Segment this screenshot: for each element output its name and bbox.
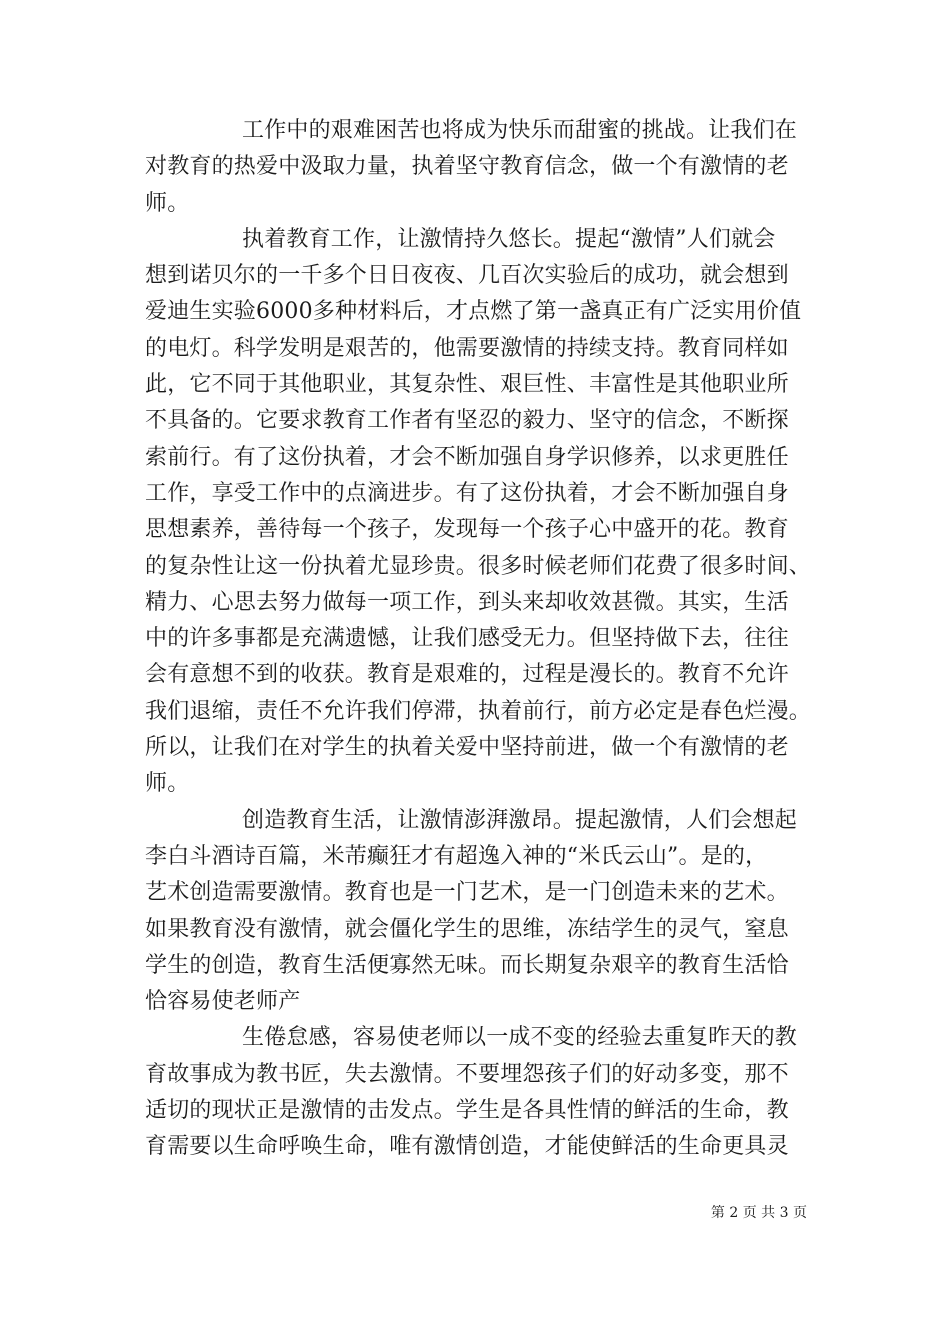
text-line: 我们退缩，责任不允许我们停滞，执着前行，前方必定是春色烂漫。 — [145, 698, 812, 724]
text-line: 育需要以生命呼唤生命，唯有激情创造，才能使鲜活的生命更具灵 — [145, 1134, 789, 1160]
text-line: 不具备的。它要求教育工作者有坚忍的毅力、坚守的信念，不断探 — [145, 408, 789, 434]
text-line: 工作，享受工作中的点滴进步。有了这份执着，才会不断加强自身 — [145, 480, 789, 506]
page-footer: 第 2 页 共 3 页 — [710, 1205, 807, 1221]
text-line: 李白斗酒诗百篇，米芾癫狂才有超逸入神的“米氏云山”。是的， — [145, 843, 768, 869]
text-line: 的电灯。科学发明是艰苦的，他需要激情的持续支持。教育同样如 — [145, 335, 789, 361]
text-line: 生倦怠感，容易使老师以一成不变的经验去重复昨天的教 — [242, 1025, 798, 1051]
text-line: 爱迪生实验6000多种材料后，才点燃了第一盏真正有广泛实用价值 — [145, 299, 802, 325]
text-line: 执着教育工作，让激情持久悠长。提起“激情”人们就会 — [242, 226, 776, 252]
text-line: 工作中的艰难困苦也将成为快乐而甜蜜的挑战。让我们在 — [242, 118, 798, 143]
text-line: 师。 — [145, 771, 190, 797]
text-line: 会有意想不到的收获。教育是艰难的，过程是漫长的。教育不允许 — [145, 662, 789, 688]
text-line: 育故事成为教书匠，失去激情。不要埋怨孩子们的好动多变，那不 — [145, 1061, 789, 1087]
text-line: 师。 — [145, 190, 190, 216]
text-line: 如果教育没有激情，就会僵化学生的思维，冻结学生的灵气，窒息 — [145, 916, 789, 942]
text-line: 的复杂性让这一份执着尤显珍贵。很多时候老师们花费了很多时间、 — [145, 553, 812, 579]
text-line: 思想素养，善待每一个孩子，发现每一个孩子心中盛开的花。教育 — [145, 517, 789, 543]
text-line: 创造教育生活，让激情澎湃激昂。提起激情，人们会想起 — [242, 807, 798, 833]
text-line: 对教育的热爱中汲取力量，执着坚守教育信念，做一个有激情的老 — [145, 154, 789, 180]
text-line: 艺术创造需要激情。教育也是一门艺术，是一门创造未来的艺术。 — [145, 880, 789, 906]
text-line: 适切的现状正是激情的击发点。学生是各具性情的鲜活的生命，教 — [145, 1098, 789, 1124]
text-line: 中的许多事都是充满遗憾，让我们感受无力。但坚持做下去，往往 — [145, 626, 789, 652]
text-line: 此，它不同于其他职业，其复杂性、艰巨性、丰富性是其他职业所 — [145, 372, 789, 398]
text-line: 索前行。有了这份执着，才会不断加强自身学识修养，以求更胜任 — [145, 444, 789, 470]
text-line: 所以，让我们在对学生的执着关爱中坚持前进，做一个有激情的老 — [145, 735, 789, 761]
text-line: 想到诺贝尔的一千多个日日夜夜、几百次实验后的成功，就会想到 — [145, 263, 789, 289]
text-line: 恰容易使老师产 — [145, 989, 301, 1015]
body-text — [145, 113, 825, 1166]
text-line: 学生的创造，教育生活便寡然无味。而长期复杂艰辛的教育生活恰 — [145, 952, 789, 978]
text-line: 精力、心思去努力做每一项工作，到头来却收效甚微。其实，生活 — [145, 589, 789, 615]
